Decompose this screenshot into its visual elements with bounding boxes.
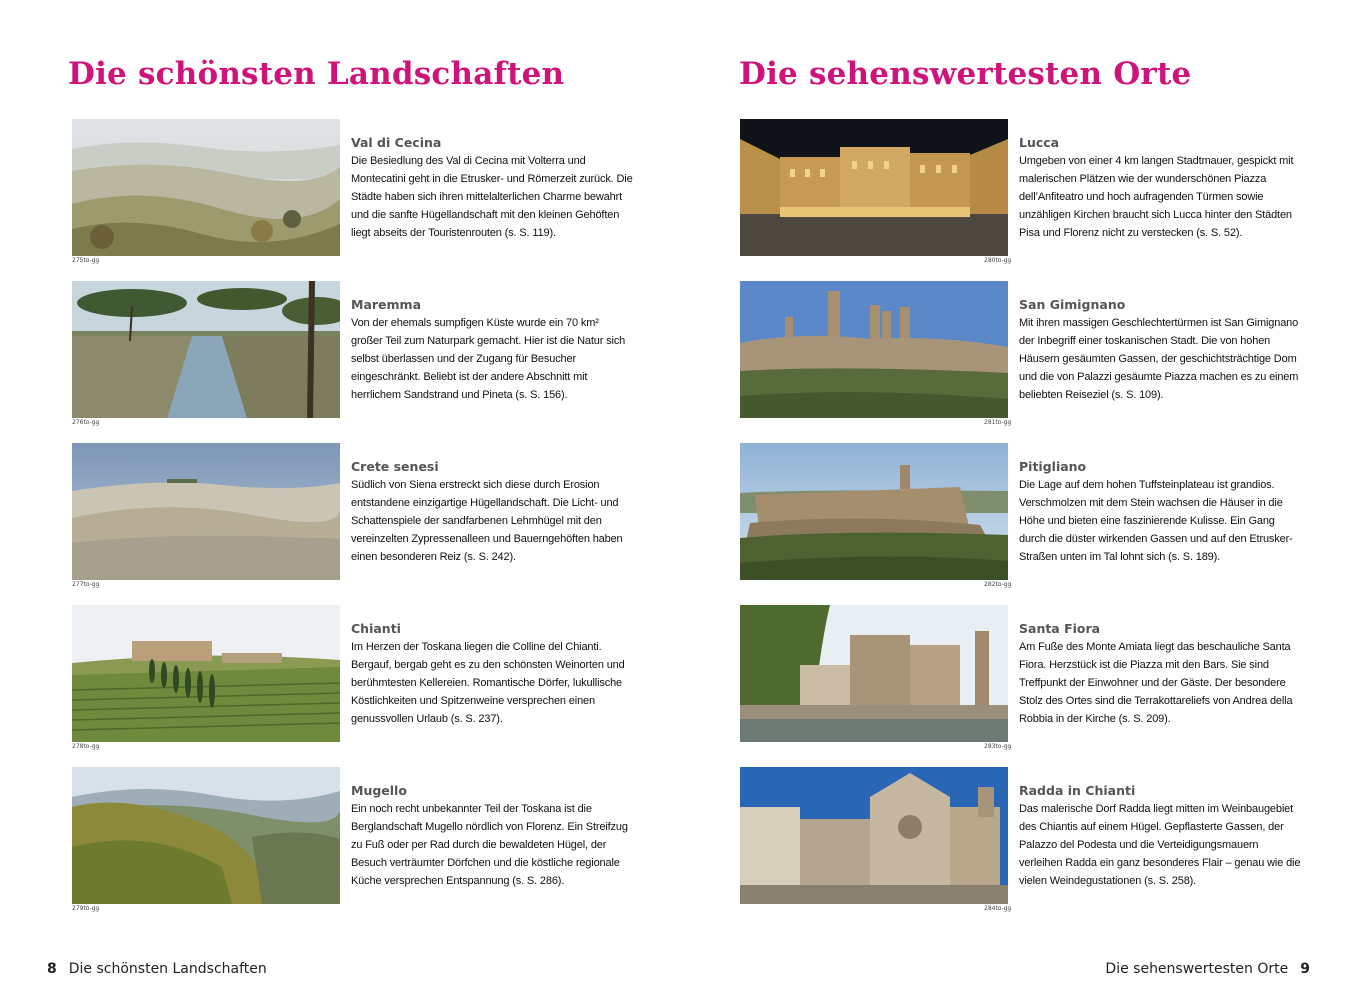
entry-title: Mugello xyxy=(351,783,407,798)
entry-text: Die Besiedlung des Val di Cecina mit Volterra und Montecatini geht in die Etrusker- und Römerzeit zurück. Die Städte haben sich ihren mittelalterlichen Charme bewahrt und die sanfte Hügellandschaft mit den kleinen Gehöften liegt abseits der Touristenrouten (s. S. 119). xyxy=(351,155,633,239)
photo-radda-in-chianti xyxy=(740,767,1008,904)
page-number: 8 xyxy=(47,961,57,977)
entry-title: Pitigliano xyxy=(1019,459,1087,474)
entry-lucca xyxy=(740,119,1300,269)
page-number: 9 xyxy=(1300,961,1310,977)
entry-text: Südlich von Siena erstreckt sich diese durch Erosion entstandene einzigartige Hügellandschaft. Die Licht- und Schattenspiele der sandfarbenen Lehmhügel mit den vereinzelten Zypressenalleen und Bauerngehöften haben einen besonderen Reiz (s. S. 242). xyxy=(351,479,623,563)
entry-val-di-cecina xyxy=(72,119,632,269)
entry-title: Santa Fiora xyxy=(1019,621,1101,636)
entry-text: Mit ihren massigen Geschlechtertürmen ist San Gimignano der Inbegriff einer toskanischen Stadt. Die von hohen Häusern gesäumten Gassen, der geschichtsträchtige Dom und die von Palazzi gesäumte Piazza machen es zu einem beliebten Reiseziel (s. S. 109). xyxy=(1019,317,1299,401)
entry-text: Umgeben von einer 4 km langen Stadtmauer, gespickt mit malerischen Plätzen wie der wunderschönen Piazza dell’Anfiteatro und hoch aufragenden Türmen sowie unzähligen Kirchen braucht sich Lucca hinter den Städten Pisa und Florenz nicht zu verstecken (s. S. 52). xyxy=(1019,155,1294,239)
entry-title: Chianti xyxy=(351,621,401,636)
left-page-footer xyxy=(47,961,267,977)
entry-text: Im Herzen der Toskana liegen die Colline del Chianti. Bergauf, bergab geht es zu den schönsten Weinorten und berühmtesten Kellereien. Romantische Dörfer, lukullische Köstlichkeiten und Spitzenweine versprechen einen genussvollen Urlaub (s. S. 237). xyxy=(351,641,625,725)
entry-title: Lucca xyxy=(1019,135,1060,150)
entry-pitigliano xyxy=(740,443,1300,593)
right-page-title: Die sehenswertesten Orte xyxy=(739,56,1192,92)
footer-label: Die sehenswertesten Orte xyxy=(1105,961,1289,977)
photo-credit: 279to-gg xyxy=(72,905,100,912)
photo-pitigliano xyxy=(740,443,1008,580)
entry-title: Crete senesi xyxy=(351,459,439,474)
entry-title: Maremma xyxy=(351,297,422,312)
photo-credit: 278to-gg xyxy=(72,743,100,750)
entry-san-gimignano xyxy=(740,281,1300,431)
photo-credit: 275to-gg xyxy=(72,257,100,264)
photo-val-di-cecina xyxy=(72,119,340,256)
photo-credit: 276to-gg xyxy=(72,419,100,426)
photo-crete-senesi xyxy=(72,443,340,580)
entry-title: San Gimignano xyxy=(1019,297,1126,312)
entry-maremma xyxy=(72,281,632,431)
photo-credit: 283to-gg xyxy=(984,743,1012,750)
entry-text: Am Fuße des Monte Amiata liegt das beschauliche Santa Fiora. Herzstück ist die Piazza mit den Bars. Sie sind Treffpunkt der Einwohner und der Gäste. Der besondere Stolz des Ortes sind die Terrakottareliefs von Andrea della Robbia in der Kirche (s. S. 209). xyxy=(1019,641,1293,725)
photo-credit: 280to-gg xyxy=(984,257,1012,264)
entry-title: Val di Cecina xyxy=(351,135,442,150)
entry-text: Von der ehemals sumpfigen Küste wurde ein 70 km² großer Teil zum Naturpark gemacht. Hier ist die Natur sich selbst überlassen und der Zugang für Besucher eingeschränkt. Beliebt ist der andere Abschnitt mit herrlichem Sandstrand und Pineta (s. S. 156). xyxy=(351,317,626,401)
entry-chianti xyxy=(72,605,632,755)
photo-credit: 281to-gg xyxy=(984,419,1012,426)
left-page-title: Die schönsten Landschaften xyxy=(68,56,565,92)
photo-credit: 277to-gg xyxy=(72,581,100,588)
photo-maremma xyxy=(72,281,340,418)
entry-text: Ein noch recht unbekannter Teil der Toskana ist die Berglandschaft Mugello nördlich von Florenz. Ein Streifzug zu Fuß oder per Rad durch die bewaldeten Hügel, der Besuch verträumter Dörfchen und die köstliche regionale Küche versprechen Entspannung (s. S. 286). xyxy=(351,803,628,887)
entry-santa-fiora xyxy=(740,605,1300,755)
entry-text: Die Lage auf dem hohen Tuffsteinplateau ist grandios. Verschmolzen mit dem Stein wachsen die Häuser in die Höhe und bieten eine faszinierende Kulisse. Ein Gang durch die düster wirkenden Gassen und auf den Etrusker-Straßen unten im Tal lohnt sich (s. S. 189). xyxy=(1019,479,1293,563)
entry-text: Das malerische Dorf Radda liegt mitten im Weinbaugebiet des Chiantis auf einem Hügel. Gepflasterte Gassen, der Palazzo del Podesta und die Verteidigungsmauern verleihen Radda ein ganz besonderes Flair – genau wie die vielen Weindegustationen (s. S. 258). xyxy=(1019,803,1301,887)
photo-credit: 282to-gg xyxy=(984,581,1012,588)
photo-chianti xyxy=(72,605,340,742)
entry-title: Radda in Chianti xyxy=(1019,783,1136,798)
entry-radda-in-chianti xyxy=(740,767,1300,917)
photo-santa-fiora xyxy=(740,605,1008,742)
footer-label: Die schönsten Landschaften xyxy=(68,961,267,977)
photo-mugello xyxy=(72,767,340,904)
right-page xyxy=(681,0,1362,1000)
photo-credit: 284to-gg xyxy=(984,905,1012,912)
right-page-footer xyxy=(1105,961,1310,977)
entry-crete-senesi xyxy=(72,443,632,593)
entry-mugello xyxy=(72,767,632,917)
photo-san-gimignano xyxy=(740,281,1008,418)
photo-lucca xyxy=(740,119,1008,256)
